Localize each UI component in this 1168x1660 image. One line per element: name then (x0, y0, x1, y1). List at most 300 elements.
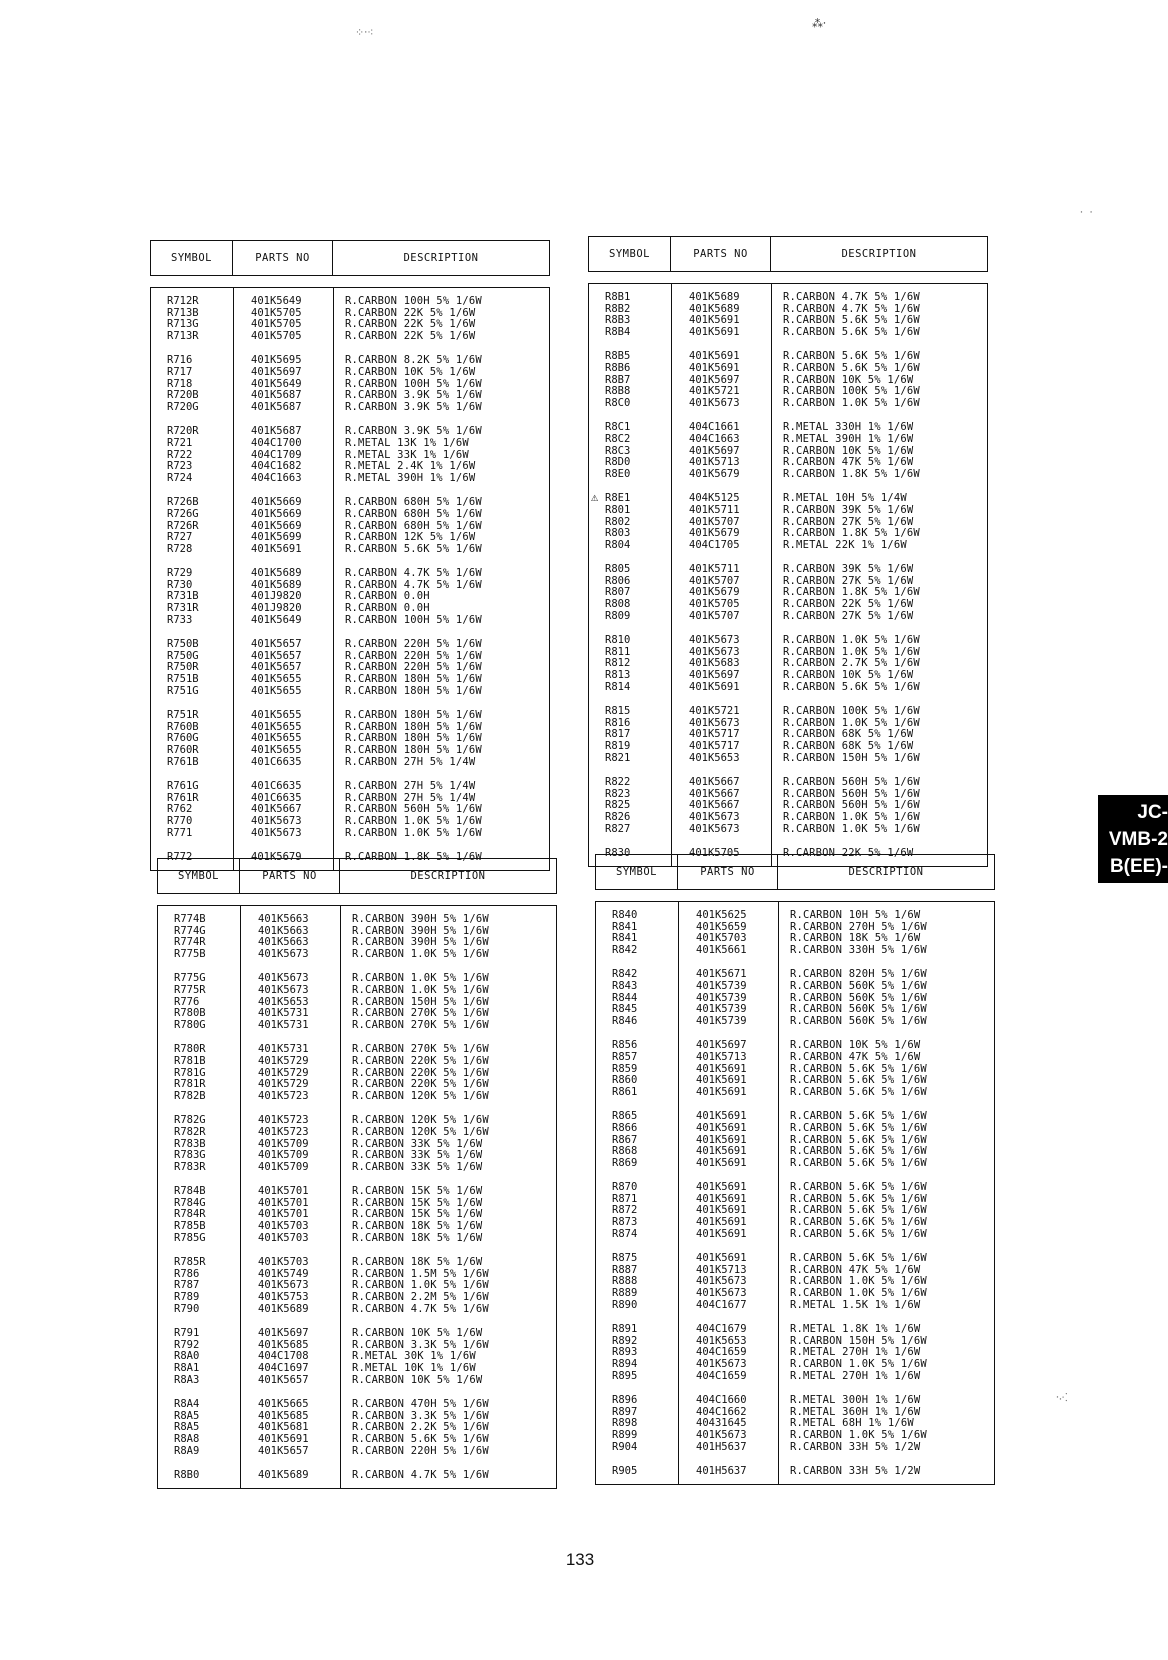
parts-no-cell-text: 401K5655 (251, 673, 302, 686)
symbol-cell-text: R808 (605, 598, 631, 611)
description-cell-text: R.CARBON 680H 5% 1/6W (345, 496, 482, 509)
description-cell (333, 615, 549, 627)
parts-no-cell-text: 401K5705 (251, 306, 302, 319)
page-number: 133 (565, 1550, 595, 1569)
parts-no-cell-text: 401K5673 (689, 810, 740, 823)
symbol-cell (151, 757, 233, 769)
symbol-cell-text: R789 (174, 1291, 200, 1304)
description-cell-text: R.CARBON 47K 5% 1/6W (783, 456, 914, 469)
description-cell-text: R.METAL 10H 5% 1/4W (783, 492, 907, 505)
description-cell-text: R.CARBON 220K 5% 1/6W (352, 1054, 489, 1067)
row-group (596, 1395, 994, 1453)
description-cell-text: R.CARBON 1.0K 5% 1/6W (783, 822, 920, 835)
parts-no-cell-text: 401K5697 (251, 365, 302, 378)
description-cell-text: R.CARBON 560K 5% 1/6W (790, 1014, 927, 1027)
parts-no-cell-text: 404C1708 (258, 1350, 309, 1363)
parts-no-cell-text: 401K5699 (251, 531, 302, 544)
parts-no-cell-text: 401K5653 (258, 995, 309, 1008)
description-cell-text: R.CARBON 15K 5% 1/6W (352, 1208, 483, 1221)
parts-no-cell-text: 401K5687 (251, 400, 302, 413)
parts-no-cell-text: 404C1663 (251, 471, 302, 484)
parts-no-cell (233, 331, 333, 343)
description-cell (778, 1442, 994, 1454)
symbol-cell-text: R785B (174, 1220, 206, 1233)
description-cell-text: R.CARBON 560K 5% 1/6W (790, 1003, 927, 1016)
symbol-cell-text: R905 (612, 1465, 638, 1478)
symbol-cell-text: R720R (167, 425, 199, 438)
description-cell-text: R.CARBON 1.0K 5% 1/6W (352, 972, 489, 985)
parts-no-cell-text: 401K5681 (258, 1421, 309, 1434)
parts-no-cell-text: 401K5649 (251, 613, 302, 626)
description-cell-text: R.CARBON 5.6K 5% 1/6W (790, 1145, 927, 1158)
description-cell (778, 1466, 994, 1478)
symbol-cell-text: R720G (167, 400, 199, 413)
description-cell (778, 1371, 994, 1383)
description-cell-text: R.METAL 270H 1% 1/6W (790, 1346, 921, 1359)
symbol-cell-text: R731B (167, 590, 199, 603)
symbol-cell-text: R845 (612, 1003, 638, 1016)
symbol-cell-text: R891 (612, 1323, 638, 1336)
table-row (158, 1304, 556, 1316)
table-row (158, 1091, 556, 1103)
table-body (157, 905, 557, 1489)
description-cell-text: R.CARBON 5.6K 5% 1/6W (783, 680, 920, 693)
symbol-cell-text: R821 (605, 751, 631, 764)
column-divider (771, 284, 772, 866)
symbol-cell-text: R792 (174, 1338, 200, 1351)
parts-no-cell-text: 401K5663 (258, 913, 309, 925)
column-divider (240, 906, 241, 1488)
description-cell-text: R.CARBON 270H 5% 1/6W (790, 920, 927, 933)
description-cell-text: R.CARBON 220H 5% 1/6W (345, 661, 482, 674)
description-cell (771, 327, 987, 339)
description-cell-text: R.CARBON 560H 5% 1/6W (345, 803, 482, 816)
table-row (589, 611, 987, 623)
column-divider (333, 288, 334, 870)
row-group (158, 1399, 556, 1457)
description-cell-text: R.CARBON 180H 5% 1/6W (345, 744, 482, 756)
table-row (158, 1162, 556, 1174)
symbol-cell-text: R761B (167, 755, 199, 768)
description-cell-text: R.CARBON 1.0K 5% 1/6W (783, 716, 920, 729)
parts-no-cell-text: 401K5729 (258, 1066, 309, 1079)
scan-mark: ⁘⸱⁖ (355, 26, 374, 39)
table-row (158, 1020, 556, 1032)
parts-no-cell-text: 401K5697 (689, 373, 740, 386)
symbol-cell-text: R750B (167, 638, 199, 651)
description-cell-text: R.CARBON 150H 5% 1/6W (790, 1334, 927, 1347)
symbol-cell-text: R842 (612, 968, 638, 981)
parts-no-cell-text: 401K5673 (258, 947, 309, 960)
parts-no-cell-text: 401K5691 (689, 314, 740, 327)
parts-no-cell-text: 401K5691 (696, 1181, 747, 1194)
symbol-cell-text: R843 (612, 979, 638, 992)
description-cell-text: R.CARBON 27K 5% 1/6W (783, 609, 914, 622)
table-row (596, 1229, 994, 1241)
symbol-cell-text: R860 (612, 1074, 638, 1087)
symbol-cell-text: R760R (167, 744, 199, 756)
symbol-cell-text: R8A1 (174, 1362, 200, 1374)
parts-no-cell-text: 401K5673 (689, 716, 740, 729)
table-row (151, 402, 549, 414)
row-group (151, 497, 549, 555)
symbol-cell-text: R8B6 (605, 361, 631, 374)
description-cell-text: R.CARBON 120K 5% 1/6W (352, 1089, 489, 1102)
parts-no-cell-text: 401K5687 (251, 425, 302, 438)
row-group (596, 1253, 994, 1311)
column-divider (671, 284, 672, 866)
description-cell (771, 753, 987, 765)
description-cell-text: R.METAL 68H 1% 1/6W (790, 1417, 914, 1430)
row-group (151, 568, 549, 626)
symbol-cell (151, 331, 233, 343)
symbol-cell-text: R762 (167, 803, 193, 816)
symbol-cell (589, 469, 671, 481)
symbol-cell-text: R826 (605, 810, 631, 823)
row-group (158, 1115, 556, 1173)
symbol-cell-text: R791 (174, 1327, 200, 1340)
description-cell-text: R.CARBON 220K 5% 1/6W (352, 1066, 489, 1079)
parts-no-cell-text: 401K5723 (258, 1114, 309, 1127)
row-group (596, 1324, 994, 1382)
symbol-cell-text: R713R (167, 329, 199, 342)
description-cell-text: R.CARBON 5.6K 5% 1/6W (790, 1110, 927, 1123)
parts-no-cell (678, 1442, 778, 1454)
symbol-cell-text: R841 (612, 920, 638, 933)
symbol-cell (158, 1470, 240, 1482)
parts-no-cell-text: 401K5705 (251, 329, 302, 342)
parts-no-cell-text: 401K5655 (251, 732, 302, 745)
parts-no-cell-text: 401H5637 (696, 1440, 747, 1453)
parts-no-cell (240, 1446, 340, 1458)
symbol-cell (596, 945, 678, 957)
symbol-cell (158, 949, 240, 961)
parts-no-cell (240, 1020, 340, 1032)
symbol-cell (151, 402, 233, 414)
description-cell-text: R.CARBON 1.0K 5% 1/6W (790, 1287, 927, 1300)
symbol-cell-text: R887 (612, 1263, 638, 1276)
description-cell-text: R.CARBON 4.7K 5% 1/6W (352, 1302, 489, 1315)
parts-no-cell-text: 404C1659 (696, 1346, 747, 1359)
parts-no-cell (233, 686, 333, 698)
parts-no-cell-text: 401K5691 (696, 1085, 747, 1098)
description-cell (333, 544, 549, 556)
symbol-cell-text: R815 (605, 705, 631, 718)
parts-no-cell-text: 401K5657 (258, 1444, 309, 1457)
table-row (596, 1371, 994, 1383)
symbol-cell-text: R8B1 (605, 291, 631, 303)
description-cell (778, 1016, 994, 1028)
parts-no-cell-text: 401K5669 (251, 519, 302, 532)
description-cell-text: R.CARBON 5.6K 5% 1/6W (790, 1121, 927, 1134)
description-cell-text: R.METAL 390H 1% 1/6W (345, 471, 476, 484)
description-cell-text: R.CARBON 4.7K 5% 1/6W (783, 291, 920, 303)
symbol-cell-text: R720B (167, 389, 199, 402)
parts-no-cell-text: 401K5691 (258, 1432, 309, 1445)
symbol-cell-text: R774G (174, 924, 206, 937)
parts-no-cell-text: 401K5689 (689, 291, 740, 303)
parts-no-cell-text: 401K5667 (251, 803, 302, 816)
symbol-cell-text: R871 (612, 1192, 638, 1205)
parts-no-cell-text: 401K5655 (251, 684, 302, 697)
symbol-cell-text: R893 (612, 1346, 638, 1359)
description-cell (340, 1162, 556, 1174)
symbol-cell-text: R761G (167, 780, 199, 793)
row-group (596, 1182, 994, 1240)
symbol-cell-text: R873 (612, 1216, 638, 1229)
parts-no-cell-text: 401K5665 (258, 1398, 309, 1411)
parts-no-cell-text: 401K5739 (696, 979, 747, 992)
description-cell-text: R.CARBON 15K 5% 1/6W (352, 1185, 483, 1198)
symbol-cell-text: R750R (167, 661, 199, 674)
symbol-cell-text: R751G (167, 684, 199, 697)
description-cell-text: R.METAL 1.5K 1% 1/6W (790, 1298, 921, 1311)
symbol-cell-text: R856 (612, 1039, 638, 1052)
parts-no-cell-text: 401C6635 (251, 780, 302, 793)
symbol-cell-text: R8B2 (605, 302, 631, 315)
symbol-cell-text: R895 (612, 1369, 638, 1382)
symbol-cell-text: R784G (174, 1196, 206, 1209)
symbol-cell-text: R842 (612, 943, 638, 956)
table-row (158, 1470, 556, 1482)
symbol-cell-text: R718 (167, 377, 193, 390)
description-cell-text: R.CARBON 5.6K 5% 1/6W (790, 1192, 927, 1205)
description-cell-text: R.CARBON 8.2K 5% 1/6W (345, 354, 482, 367)
parts-no-cell-text: 401K5697 (258, 1327, 309, 1340)
parts-no-cell-text: 401K5739 (696, 991, 747, 1004)
symbol-cell-text: R775G (174, 972, 206, 985)
symbol-cell-text: R770 (167, 814, 193, 827)
parts-no-cell-text: 401K5703 (258, 1220, 309, 1233)
parts-no-cell (678, 1371, 778, 1383)
description-cell-text: R.CARBON 1.0K 5% 1/6W (345, 826, 482, 839)
symbol-cell-text: R716 (167, 354, 193, 367)
description-cell (771, 540, 987, 552)
description-cell-text: R.CARBON 15K 5% 1/6W (352, 1196, 483, 1209)
description-cell-text: R.CARBON 5.6K 5% 1/6W (783, 325, 920, 338)
symbol-cell-text: R823 (605, 787, 631, 800)
description-cell (340, 949, 556, 961)
row-group (589, 777, 987, 835)
description-cell-text: R.CARBON 1.0K 5% 1/6W (790, 1275, 927, 1288)
parts-no-cell (671, 611, 771, 623)
parts-no-cell-text: 404C1659 (696, 1369, 747, 1382)
description-cell-text: R.CARBON 5.6K 5% 1/6W (783, 314, 920, 327)
description-cell (778, 1158, 994, 1170)
table-header (588, 236, 988, 272)
description-cell-text: R.CARBON 5.6K 5% 1/6W (790, 1227, 927, 1240)
description-cell-text: R.METAL 270H 1% 1/6W (790, 1369, 921, 1382)
description-cell-text: R.CARBON 4.7K 5% 1/6W (352, 1469, 489, 1482)
symbol-cell-text: R8C3 (605, 444, 631, 457)
symbol-cell (596, 1016, 678, 1028)
symbol-cell-text: R841 (612, 932, 638, 945)
column-header-symbol: SYMBOL (596, 855, 678, 889)
parts-no-cell-text: 401K5667 (689, 787, 740, 800)
description-cell-text: R.CARBON 10K 5% 1/6W (352, 1327, 483, 1340)
symbol-cell-text: R729 (167, 567, 193, 580)
description-cell-text: R.CARBON 5.6K 5% 1/6W (345, 542, 482, 555)
description-cell-text: R.CARBON 4.7K 5% 1/6W (345, 567, 482, 580)
parts-no-cell-text: 401K5705 (689, 598, 740, 611)
table-header (150, 240, 550, 276)
parts-no-cell-text: 401K5691 (696, 1062, 747, 1075)
parts-no-cell-text: 401K5739 (696, 1014, 747, 1027)
description-cell-text: R.CARBON 820H 5% 1/6W (790, 968, 927, 981)
parts-no-cell-text: 401K5691 (251, 542, 302, 555)
symbol-cell-text: R784B (174, 1185, 206, 1198)
symbol-cell-text: R8B8 (605, 385, 631, 398)
symbol-cell-text: R780R (174, 1043, 206, 1056)
description-cell-text: R.CARBON 10K 5% 1/6W (352, 1373, 483, 1386)
parts-no-cell-text: 401K5671 (696, 968, 747, 981)
symbol-cell (589, 611, 671, 623)
symbol-cell-text: R785R (174, 1256, 206, 1269)
description-cell (771, 469, 987, 481)
column-header-parts-no: PARTS NO (671, 237, 771, 271)
table-row (596, 1158, 994, 1170)
parts-no-cell-text: 401K5717 (689, 740, 740, 752)
parts-no-cell-text: 401K5649 (251, 295, 302, 307)
parts-no-cell-text: 401K5697 (689, 669, 740, 682)
description-cell-text: R.CARBON 1.8K 5% 1/6W (783, 527, 920, 540)
row-group (589, 351, 987, 409)
model-tab (1098, 795, 1168, 883)
description-cell-text: R.CARBON 120K 5% 1/6W (352, 1125, 489, 1138)
table-header (595, 854, 995, 890)
parts-no-cell-text: 401K5697 (689, 444, 740, 457)
description-cell-text: R.CARBON 390H 5% 1/6W (352, 936, 489, 949)
symbol-cell-text: R812 (605, 657, 631, 670)
column-header-parts-no: PARTS NO (233, 241, 333, 275)
column-header-symbol: SYMBOL (158, 859, 240, 893)
description-cell-text: R.METAL 10K 1% 1/6W (352, 1362, 476, 1374)
symbol-cell-text: R872 (612, 1204, 638, 1217)
symbol-cell-text: R774B (174, 913, 206, 925)
parts-no-cell-text: 401K5721 (689, 385, 740, 398)
parts-no-cell-text: 401K5749 (258, 1267, 309, 1280)
parts-no-cell-text: 401K5663 (258, 924, 309, 937)
table-row (596, 1466, 994, 1478)
parts-no-cell-text: 401J9820 (251, 590, 302, 603)
table-row (158, 949, 556, 961)
row-group (596, 1040, 994, 1098)
parts-no-cell-text: 404C1663 (689, 432, 740, 445)
column-header-symbol: SYMBOL (151, 241, 233, 275)
symbol-cell-text: R713B (167, 306, 199, 319)
description-cell (771, 398, 987, 410)
row-group (158, 973, 556, 1031)
column-header-description: DESCRIPTION (848, 866, 924, 878)
table-row (596, 1442, 994, 1454)
description-cell (771, 682, 987, 694)
parts-no-cell (678, 1087, 778, 1099)
symbol-cell-text: R822 (605, 776, 631, 789)
symbol-cell-text: R780B (174, 1007, 206, 1020)
row-group (596, 910, 994, 956)
symbol-cell-text: R8D0 (605, 456, 631, 469)
description-cell-text: R.CARBON 5.6K 5% 1/6W (790, 1181, 927, 1194)
parts-no-cell (233, 473, 333, 485)
row-group (596, 1466, 994, 1478)
description-cell-text: R.CARBON 33H 5% 1/2W (790, 1465, 921, 1478)
table-body (150, 287, 550, 871)
column-header-parts-no: PARTS NO (678, 855, 778, 889)
symbol-cell-text: R713G (167, 318, 199, 331)
model-tab-line: JC- (1137, 802, 1168, 823)
parts-no-cell-text: 401K5667 (689, 776, 740, 789)
column-divider (340, 906, 341, 1488)
description-cell-text: R.CARBON 1.8K 5% 1/6W (783, 467, 920, 480)
row-group (158, 1186, 556, 1244)
table-row (596, 1300, 994, 1312)
parts-no-cell-text: 401K5673 (258, 983, 309, 996)
parts-no-cell-text: 401K5673 (689, 634, 740, 647)
symbol-cell-text: R803 (605, 527, 631, 540)
symbol-cell-text: R728 (167, 542, 193, 555)
description-cell-text: R.CARBON 5.6K 5% 1/6W (790, 1204, 927, 1217)
symbol-cell-text: R730 (167, 578, 193, 591)
description-cell (340, 1233, 556, 1245)
symbol-cell-text: R775B (174, 947, 206, 960)
description-cell-text: R.CARBON 2.2M 5% 1/6W (352, 1291, 489, 1304)
scan-mark: ⁂⸱ (812, 17, 826, 30)
parts-no-cell-text: 401K5655 (251, 709, 302, 722)
description-cell-text: R.CARBON 560K 5% 1/6W (790, 979, 927, 992)
symbol-cell-text: R8B5 (605, 350, 631, 363)
symbol-cell-text: R889 (612, 1287, 638, 1300)
symbol-cell-text: R783R (174, 1160, 206, 1173)
symbol-cell-text: R819 (605, 740, 631, 752)
symbol-cell-text: R782G (174, 1114, 206, 1127)
description-cell-text: R.CARBON 33K 5% 1/6W (352, 1149, 483, 1162)
symbol-cell-text: R751R (167, 709, 199, 722)
description-cell-text: R.CARBON 27H 5% 1/4W (345, 780, 476, 793)
row-group (589, 422, 987, 480)
description-cell-text: R.CARBON 560K 5% 1/6W (790, 991, 927, 1004)
parts-no-cell-text: 401K5673 (696, 1275, 747, 1288)
symbol-cell-text: R804 (605, 538, 631, 551)
model-tab-line: B(EE)- (1109, 856, 1168, 877)
symbol-cell-text: R868 (612, 1145, 638, 1158)
symbol-cell-text: R775R (174, 983, 206, 996)
description-cell (340, 1020, 556, 1032)
description-cell-text: R.CARBON 470H 5% 1/6W (352, 1398, 489, 1411)
parts-no-cell-text: 401K5679 (689, 527, 740, 540)
symbol-cell-text: R890 (612, 1298, 638, 1311)
column-divider (678, 902, 679, 1484)
symbol-cell (596, 1229, 678, 1241)
description-cell-text: R.CARBON 18K 5% 1/6W (352, 1231, 483, 1244)
parts-no-cell-text: 401K5679 (251, 851, 302, 864)
symbol-cell-text: R733 (167, 613, 193, 626)
parts-no-cell-text: 401K5653 (689, 751, 740, 764)
row-group (596, 1111, 994, 1169)
symbol-cell-text: R8A9 (174, 1444, 200, 1457)
description-cell-text: R.CARBON 1.0K 5% 1/6W (790, 1428, 927, 1441)
parts-no-cell (233, 544, 333, 556)
parts-no-cell-text: 401K5657 (251, 649, 302, 662)
parts-no-cell-text: 401K5713 (689, 456, 740, 469)
parts-no-cell-text: 401K5673 (696, 1358, 747, 1370)
symbol-cell-text: R8B3 (605, 314, 631, 327)
description-cell (333, 828, 549, 840)
symbol-cell-text: R771 (167, 826, 193, 839)
symbol-cell (158, 1091, 240, 1103)
parts-no-cell-text: 401K5729 (258, 1078, 309, 1091)
description-cell-text: R.CARBON 180H 5% 1/6W (345, 684, 482, 697)
description-cell-text: R.CARBON 680H 5% 1/6W (345, 507, 482, 520)
